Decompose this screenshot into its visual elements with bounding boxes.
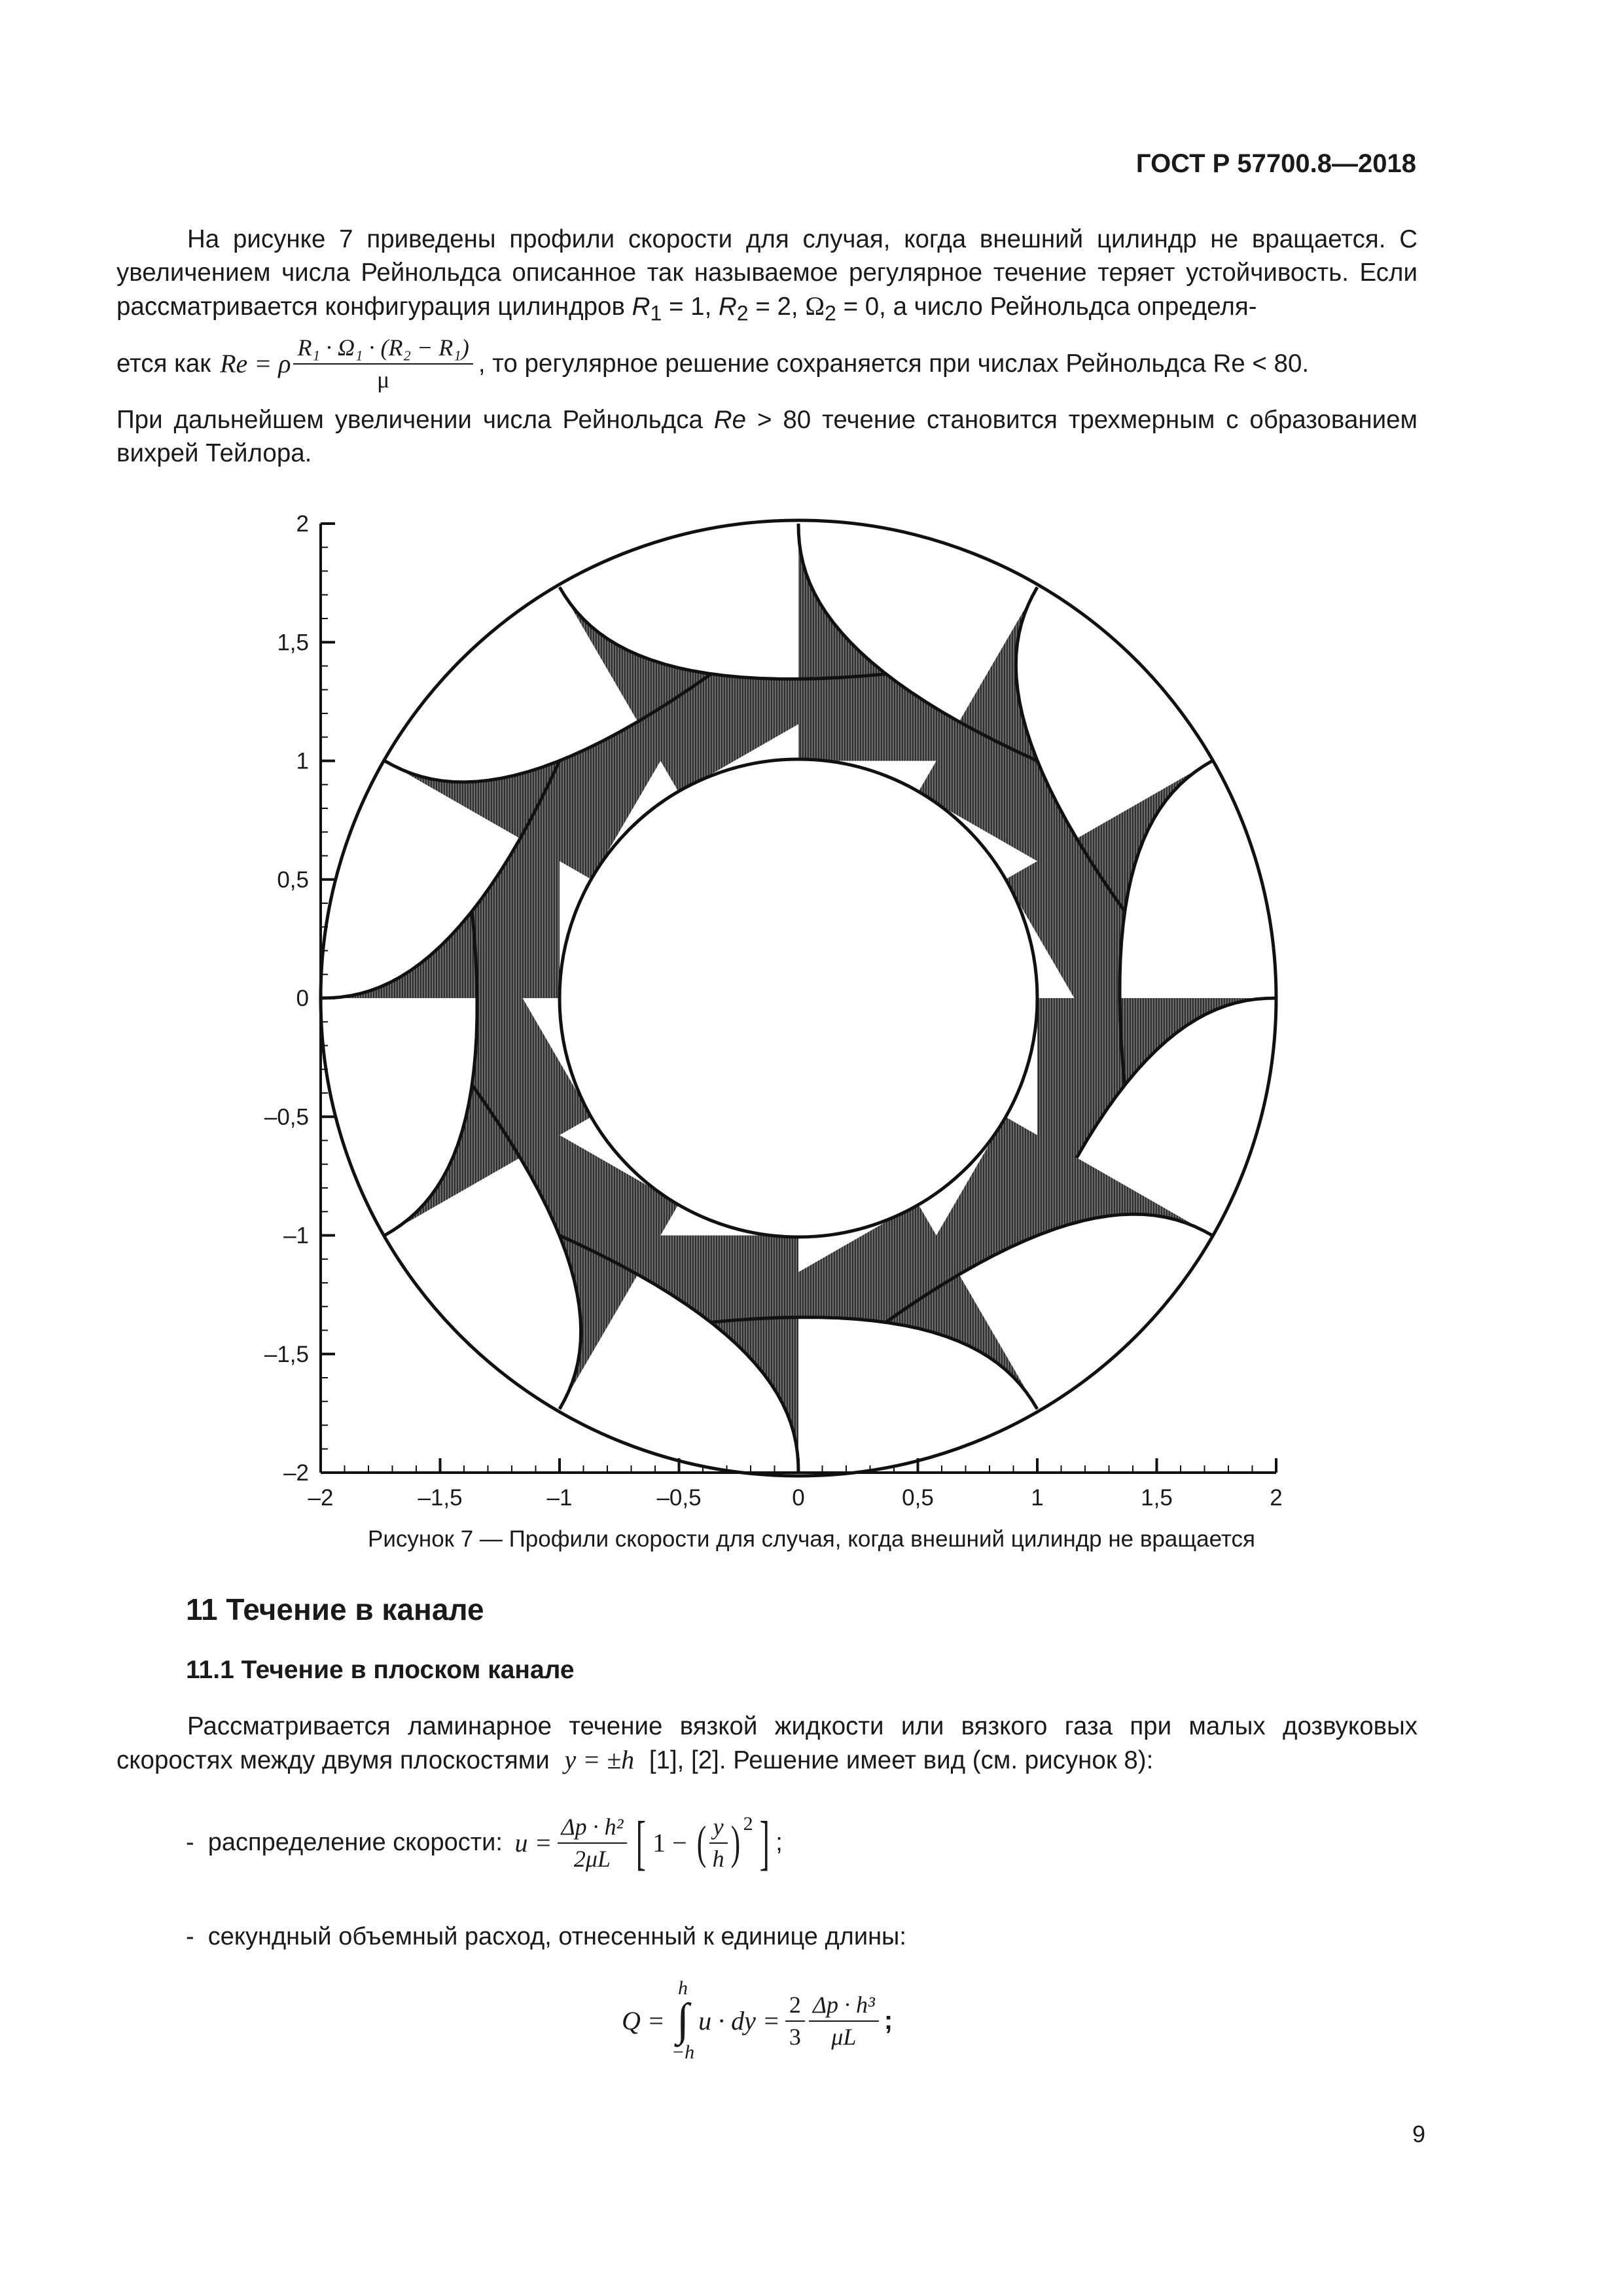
reynolds-lhs: Re = ρ (220, 348, 291, 378)
integral (671, 1977, 694, 2064)
reynolds-fraction (293, 333, 473, 393)
q-fraction (809, 1990, 879, 2051)
bullet1-numerator: Δp · h² (558, 1812, 628, 1844)
document-header-code: ГОСТ Р 57700.8—2018 (1135, 149, 1416, 178)
bullet-velocity-distribution (186, 1806, 783, 1878)
intro-paragraph-end (116, 403, 1418, 470)
omega2-symbol: Ω (805, 291, 825, 321)
integral-upper: h (678, 1977, 688, 1999)
reynolds-numerator: R₁ · Ω₁ · (R₂ − R₁) (293, 333, 473, 365)
right-paren: ) (730, 1816, 740, 1869)
q-coef-den: 3 (789, 2024, 801, 2050)
intro-text-1: На рисунке 7 приведены профили скорости для случая, когда внешний цилиндр не вращается. С увеличением числа Рейнольдса описанное так называемое регулярное течение теряет устойчивость. Если рассматривается конфигурация цилиндров (116, 225, 1418, 321)
left-bracket: [ (636, 1809, 647, 1876)
q-end: ; (883, 2005, 893, 2035)
x-tick-label: –2 (308, 1485, 334, 1511)
velocity-profile-chart (264, 497, 1342, 1518)
bullet1-denominator: 2μL (573, 1846, 611, 1872)
q-integrand: u · dy = (698, 2005, 780, 2036)
left-paren: ( (696, 1816, 706, 1869)
reynolds-line-pre: ется как (116, 349, 211, 378)
intro-text-3-pre: При дальнейшем увеличении числа Рейнольдса (116, 406, 714, 434)
bullet1-power: 2 (743, 1813, 753, 1835)
omega2-subscript: 2 (825, 301, 836, 325)
flow-rate-formula (622, 1971, 893, 2070)
y-tick-label: –1,5 (264, 1341, 309, 1367)
inner-cylinder (560, 759, 1037, 1237)
bullet1-lhs: u = (514, 1827, 552, 1857)
integral-lower: −h (671, 2041, 695, 2063)
q-coef-num: 2 (785, 1990, 805, 2022)
bullet1-end: ; (776, 1828, 783, 1856)
intro-paragraph (116, 223, 1418, 331)
y-tick-label: –2 (283, 1460, 309, 1486)
q-numerator: Δp · h³ (809, 1990, 879, 2022)
x-tick-label: 2 (1270, 1485, 1283, 1511)
y-tick-label: 2 (296, 511, 309, 537)
intro-text-3-post: > 80 течение становится трехмерным с образованием вихрей Тейлора. (116, 406, 1418, 467)
r1-symbol: R (632, 293, 651, 321)
bullet1-fraction (558, 1812, 628, 1873)
reynolds-denominator: μ (376, 367, 390, 393)
intro-re-symbol: Re (713, 406, 747, 434)
body2-text-pre: Рассматривается ламинарное течение вязкой жидкости или вязкого газа при малых дозвуковых скоростях между двумя плоскостями (116, 1712, 1418, 1774)
bullet1-bracket-inner: 1 − (652, 1827, 694, 1857)
reynolds-line-post: , то регулярное решение сохраняется при числах Рейнольдса Re < 80. (478, 349, 1310, 378)
x-tick-label: –1 (546, 1485, 573, 1511)
y-tick-label: 1 (296, 748, 309, 774)
q-coefficient (785, 1990, 805, 2051)
x-tick-label: 1 (1031, 1485, 1044, 1511)
reynolds-line (116, 327, 1418, 399)
bullet1-ratio-den: h (712, 1846, 724, 1872)
y-tick-label: 0,5 (277, 867, 309, 893)
y-tick-label: 0 (296, 986, 309, 1011)
integral-sign: ∫ (676, 1995, 690, 2045)
body-paragraph-2 (116, 1710, 1418, 1777)
velocity-profiles-figure (264, 497, 1342, 1518)
y-tick-label: –0,5 (264, 1104, 309, 1130)
section-11-1-title: 11.1 Течение в плоском канале (186, 1656, 575, 1684)
r2-symbol: R (718, 293, 737, 321)
x-tick-label: 0,5 (902, 1485, 934, 1511)
page-number: 9 (1412, 2121, 1426, 2147)
r2-value: = 2, (748, 293, 806, 321)
body2-formula: y = ±h (564, 1745, 635, 1774)
x-tick-label: 1,5 (1141, 1485, 1173, 1511)
figure-caption: Рисунок 7 — Профили скорости для случая, когда внешний цилиндр не вращается (367, 1526, 1256, 1552)
x-tick-label: –0,5 (656, 1485, 702, 1511)
y-tick-label: 1,5 (277, 630, 309, 656)
r2-subscript: 2 (736, 301, 749, 325)
q-lhs: Q = (622, 2005, 665, 2036)
bullet-volume-flow: - секундный объемный расход, отнесенный к единице длины: (186, 1923, 906, 1950)
y-tick-label: –1 (283, 1223, 309, 1249)
r1-value: = 1, (662, 293, 719, 321)
x-tick-label: –1,5 (418, 1485, 463, 1511)
r1-subscript: 1 (650, 301, 662, 325)
bullet1-label: - распределение скорости: (186, 1828, 510, 1856)
q-denominator: μL (831, 2024, 857, 2050)
right-bracket: ] (759, 1809, 770, 1876)
x-tick-label: 0 (792, 1485, 805, 1511)
bullet1-ratio-num: y (709, 1812, 728, 1844)
body2-text-post: [1], [2]. Решение имеет вид (см. рисунок 8): (642, 1746, 1154, 1774)
section-11-title: 11 Течение в канале (186, 1592, 484, 1626)
bullet1-ratio (709, 1812, 728, 1873)
omega2-value: = 0, а число Рейнольдса определя- (836, 293, 1257, 321)
